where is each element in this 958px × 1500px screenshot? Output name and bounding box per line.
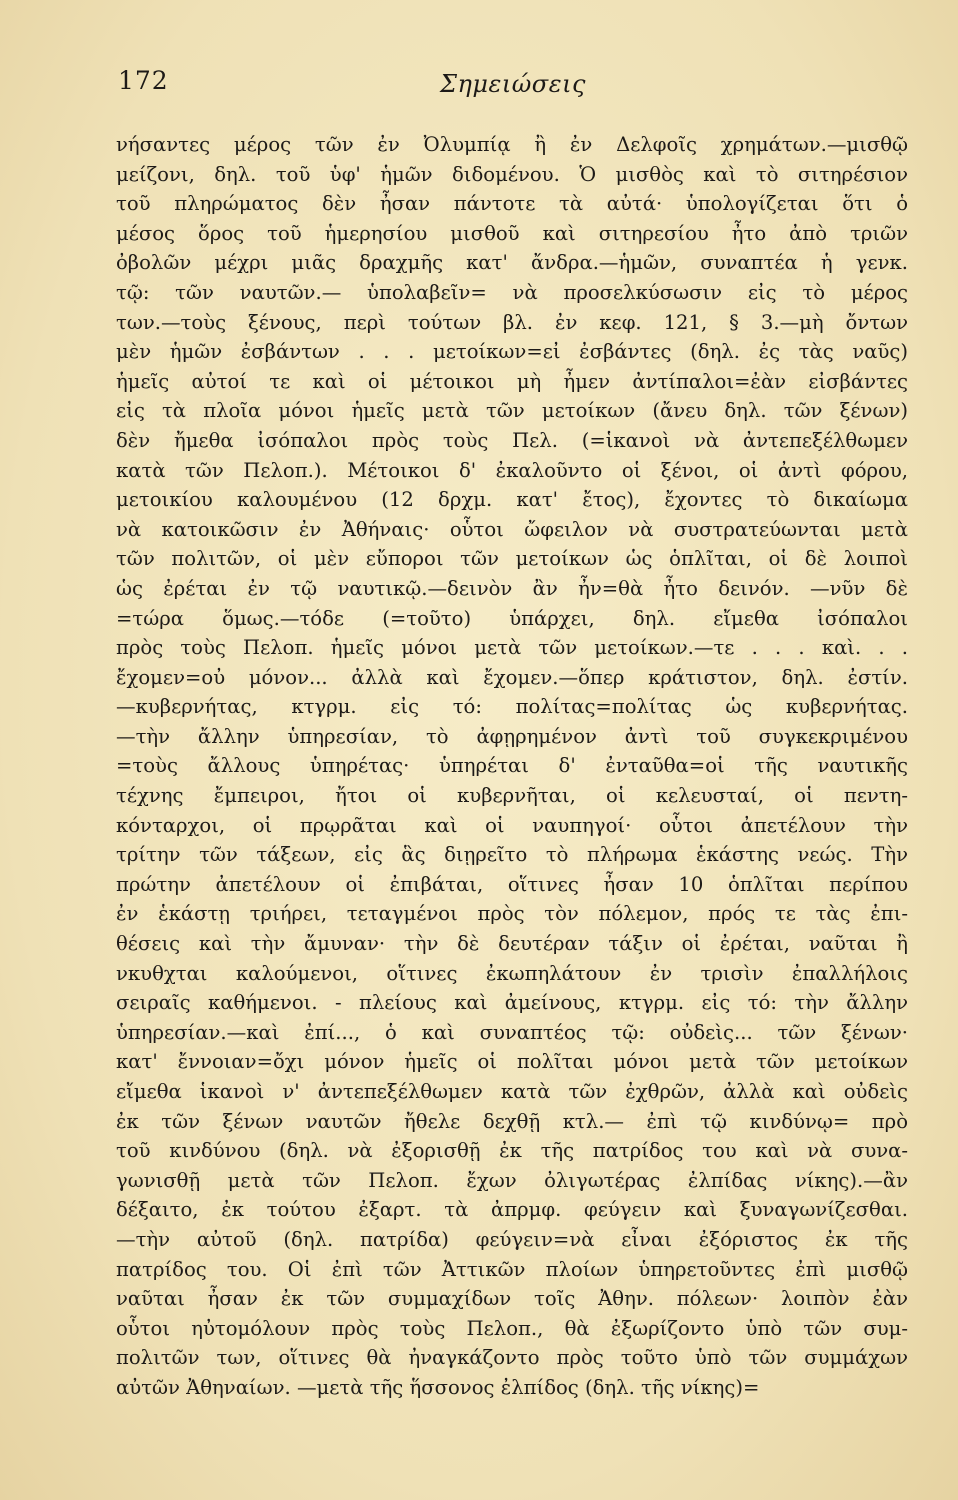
text-line: ἡμεῖς αὐτοί τε καὶ οἱ μέτοικοι μὴ ἦμεν ἀντίπαλοι=ἐὰν εἰσβάντες bbox=[116, 369, 908, 393]
text-line: νὰ κατοικῶσιν ἐν Ἀθήναις· οὗτοι ὤφειλον νὰ συστρατεύωνται μετὰ bbox=[116, 517, 908, 541]
text-line: τρίτην τῶν τάξεων, εἰς ἃς διῃρεῖτο τὸ πλήρωμα ἑκάστης νεώς. Τὴν bbox=[116, 843, 908, 867]
text-line: αὐτῶν Ἀθηναίων. —μετὰ τῆς ἥσσονος ἐλπίδος (δηλ. τῆς νίκης)= bbox=[116, 1375, 760, 1399]
text-line: μείζονι, δηλ. τοῦ ὑφ' ἡμῶν διδομένου. Ὁ μισθὸς καὶ τὸ σιτηρέσιον bbox=[116, 162, 908, 186]
text-line: γωνισθῇ μετὰ τῶν Πελοπ. ἔχων ὀλιγωτέρας ἐλπίδας νίκης).—ἂν bbox=[116, 1168, 908, 1192]
text-line: μέσος ὅρος τοῦ ἡμερησίου μισθοῦ καὶ σιτηρεσίου ἦτο ἀπὸ τριῶν bbox=[116, 221, 908, 245]
text-line: ἔχομεν=οὐ μόνον... ἀλλὰ καὶ ἔχομεν.—ὅπερ κράτιστον, δηλ. ἐστίν. bbox=[116, 665, 908, 689]
page-header bbox=[118, 66, 898, 106]
text-line: δέξαιτο, ἐκ τούτου ἐξαρτ. τὰ ἀπρμφ. φεύγειν καὶ ξυναγωνίζεσθαι. bbox=[116, 1198, 908, 1222]
text-line: εἰς τὰ πλοῖα μόνοι ἡμεῖς μετὰ τῶν μετοίκων (ἄνευ δηλ. τῶν ξένων) bbox=[116, 399, 908, 423]
text-line: των.—τοὺς ξένους, περὶ τούτων βλ. ἐν κεφ. 121, § 3.—μὴ ὄντων bbox=[116, 310, 908, 334]
text-line: μετοικίου καλουμένου (12 δρχμ. κατ' ἔτος), ἔχοντες τὸ δικαίωμα bbox=[116, 488, 908, 512]
text-line: κατὰ τῶν Πελοπ.). Μέτοικοι δ' ἐκαλοῦντο οἱ ξένοι, οἱ ἀντὶ φόρου, bbox=[116, 458, 908, 482]
text-line: ὑπηρεσίαν.—καὶ ἐπί..., ὁ καὶ συναπτέος τῷ: οὐδεὶς... τῶν ξένων· bbox=[116, 1020, 908, 1044]
text-line: ἐν ἑκάστῃ τριήρει, τεταγμένοι πρὸς τὸν πόλεμον, πρός τε τὰς ἐπι- bbox=[116, 902, 908, 926]
text-line: =τοὺς ἄλλους ὑπηρέτας· ὑπηρέται δ' ἐνταῦθα=οἱ τῆς ναυτικῆς bbox=[116, 754, 908, 778]
text-line: νήσαντες μέρος τῶν ἐν Ὀλυμπίᾳ ἢ ἐν Δελφοῖς χρημάτων.—μισθῷ bbox=[116, 133, 908, 156]
text-line: —τὴν ἄλλην ὑπηρεσίαν, τὸ ἀφῃρημένον ἀντὶ τοῦ συγκεκριμένου bbox=[116, 724, 908, 748]
text-line: σειραῖς καθήμενοι. - πλείους καὶ ἀμείνους, κτγρμ. εἰς τό: τὴν ἄλλην bbox=[116, 991, 908, 1015]
text-line: θέσεις καὶ τὴν ἄμυναν· τὴν δὲ δευτέραν τάξιν οἱ ἐρέται, ναῦται ἢ bbox=[116, 932, 908, 956]
text-line: =τώρα ὅμως.—τόδε (=τοῦτο) ὑπάρχει, δηλ. εἴμεθα ἰσόπαλοι bbox=[116, 606, 908, 630]
text-line: τῷ: τῶν ναυτῶν.— ὑπολαβεῖν= νὰ προσελκύσωσιν εἰς τὸ μέρος bbox=[116, 280, 908, 304]
text-line: πολιτῶν των, οἵτινες θὰ ἠναγκάζοντο πρὸς τοῦτο ὑπὸ τῶν συμμάχων bbox=[116, 1346, 908, 1370]
text-line: πρώτην ἀπετέλουν οἱ ἐπιβάται, οἵτινες ἦσαν 10 ὁπλῖται περίπου bbox=[116, 872, 908, 896]
text-line: ὡς ἐρέται ἐν τῷ ναυτικῷ.—δεινὸν ἂν ἦν=θὰ ἦτο δεινόν. —νῦν δὲ bbox=[116, 576, 908, 600]
text-line: τοῦ πληρώματος δὲν ἦσαν πάντοτε τὰ αὐτά· ὑπολογίζεται ὅτι ὁ bbox=[116, 192, 908, 216]
notes-body-text bbox=[116, 130, 908, 1403]
page-number: 172 bbox=[118, 66, 169, 95]
text-line: μὲν ἡμῶν ἐσβάντων . . . μετοίκων=εἰ ἐσβάντες (δηλ. ἐς τὰς ναῦς) bbox=[116, 340, 908, 364]
text-line: πατρίδος του. Οἱ ἐπὶ τῶν Ἀττικῶν πλοίων ὑπηρετοῦντες ἐπὶ μισθῷ bbox=[116, 1257, 908, 1281]
text-line: νκυθχται καλούμενοι, οἵτινες ἐκωπηλάτουν ἐν τρισὶν ἐπαλλήλοις bbox=[116, 961, 908, 985]
text-line: —κυβερνήτας, κτγρμ. εἰς τό: πολίτας=πολίτας ὡς κυβερνήτας. bbox=[116, 695, 908, 719]
text-line: ἐκ τῶν ξένων ναυτῶν ἤθελε δεχθῇ κτλ.— ἐπὶ τῷ κινδύνῳ= πρὸ bbox=[116, 1109, 908, 1133]
text-line: —τὴν αὐτοῦ (δηλ. πατρίδα) φεύγειν=νὰ εἶναι ἐξόριστος ἐκ τῆς bbox=[116, 1227, 908, 1251]
text-line: τέχνης ἔμπειροι, ἤτοι οἱ κυβερνῆται, οἱ κελευσταί, οἱ πεντη- bbox=[116, 784, 908, 808]
running-title: Σημειώσεις bbox=[440, 70, 586, 98]
text-line: κατ' ἔννοιαν=ὄχι μόνον ἡμεῖς οἱ πολῖται μόνοι μετὰ τῶν μετοίκων bbox=[116, 1050, 908, 1074]
text-line: τοῦ κινδύνου (δηλ. νὰ ἐξορισθῇ ἐκ τῆς πατρίδος του καὶ νὰ συνα- bbox=[116, 1139, 908, 1163]
text-line: εἴμεθα ἱκανοὶ ν' ἀντεπεξέλθωμεν κατὰ τῶν ἐχθρῶν, ἀλλὰ καὶ οὐδεὶς bbox=[116, 1080, 908, 1103]
text-line: τῶν πολιτῶν, οἱ μὲν εὔποροι τῶν μετοίκων ὡς ὁπλῖται, οἱ δὲ λοιποὶ bbox=[116, 547, 908, 571]
text-line: κόνταρχοι, οἱ πρῳρᾶται καὶ οἱ ναυπηγοί· οὗτοι ἀπετέλουν τὴν bbox=[116, 813, 908, 837]
text-line: οὗτοι ηὐτομόλουν πρὸς τοὺς Πελοπ., θὰ ἐξωρίζοντο ὑπὸ τῶν συμ- bbox=[116, 1316, 908, 1340]
text-line: πρὸς τοὺς Πελοπ. ἡμεῖς μόνοι μετὰ τῶν μετοίκων.—τε . . . καὶ. . . bbox=[116, 636, 908, 660]
text-line: δὲν ἤμεθα ἰσόπαλοι πρὸς τοὺς Πελ. (=ἱκανοὶ νὰ ἀντεπεξέλθωμεν bbox=[116, 428, 908, 452]
text-line: ὀβολῶν μέχρι μιᾶς δραχμῆς κατ' ἄνδρα.—ἡμῶν, συναπτέα ἡ γενκ. bbox=[116, 251, 908, 275]
text-line: ναῦται ἦσαν ἐκ τῶν συμμαχίδων τοῖς Ἀθην. πόλεων· λοιπὸν ἐὰν bbox=[116, 1287, 908, 1311]
